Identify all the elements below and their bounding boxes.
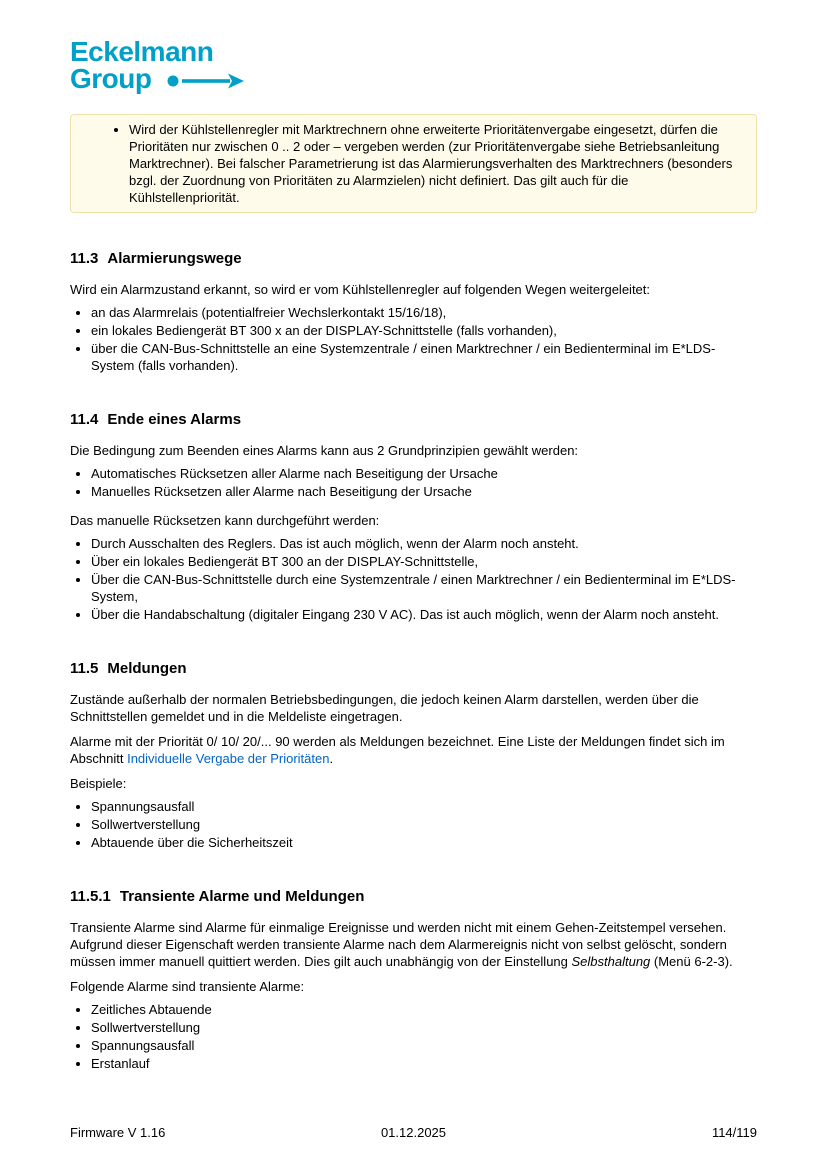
section-title: Transiente Alarme und Meldungen: [119, 888, 365, 905]
section-transiente-alarme: [70, 887, 757, 1072]
footer-page-number: 114/119: [711, 1125, 757, 1140]
note-box: [70, 114, 757, 213]
list-item: • Sollwertverstellung: [91, 1019, 757, 1036]
paragraph: Folgende Alarme sind transiente Alarme:: [70, 979, 305, 994]
bullet-list: [70, 465, 757, 500]
list-item: • an das Alarmrelais (potentialfreier Wechslerkontakt 15/16/18),: [91, 304, 757, 321]
bullet-list: [70, 798, 757, 851]
list-item: • Durch Ausschalten des Reglers. Das ist auch möglich, wenn der Alarm noch ansteht.: [91, 535, 757, 552]
paragraph-with-italic: [70, 919, 757, 970]
list-item: • Abtauende über die Sicherheitszeit: [91, 834, 757, 851]
list-item: • Über die CAN-Bus-Schnittstelle durch eine Systemzentrale / einen Marktrechner / ein Bedienterminal im E*LDS-System,: [91, 571, 757, 605]
paragraph: Das manuelle Rücksetzen kann durchgeführt werden:: [70, 513, 380, 528]
paragraph-text: Alarme mit der Priorität 0/ 10/ 20/... 90 werden als Meldungen bezeichnet. Eine Liste der Meldungen findet sich im Abschnitt: [70, 734, 725, 766]
italic-term: Selbsthaltung: [571, 954, 651, 969]
section-number: 11.3: [70, 250, 99, 267]
paragraph: Zustände außerhalb der normalen Betriebsbedingungen, die jedoch keinen Alarm darstellen, werden über die Schnittstellen gemeldet und in die Meldeliste eingetragen.: [70, 692, 699, 724]
note-text: • Wird der Kühlstellenregler mit Marktrechnern ohne erweiterte Prioritätenvergabe eingesetzt, dürfen die Prioritäten nur zwischen 0 .. 2 oder – vergeben werden (zur Prioritätenvergabe siehe Betriebsanleitung Marktrechner). Bei falscher Parametrierung ist das Alarmierungsverhalten des Marktrechners (besonders bzgl. der Zuordnung von Prioritäten zu Alarmzielen) nicht definiert. Das gilt auch für die Kühlstellenpriorität.: [129, 121, 742, 206]
bullet-list: [70, 535, 757, 623]
logo-text-group: Group: [70, 63, 152, 94]
list-item: • Zeitliches Abtauende: [91, 1001, 757, 1018]
section-heading-11-5: [70, 659, 757, 678]
list-item: • über die CAN-Bus-Schnittstelle an eine Systemzentrale / einen Marktrechner / ein Bedienterminal im E*LDS-System (falls vorhanden).: [91, 340, 757, 374]
list-item: • Über ein lokales Bediengerät BT 300 an der DISPLAY-Schnittstelle,: [91, 553, 757, 570]
footer-firmware-version: Firmware V 1.16: [70, 1125, 166, 1140]
paragraph-text: Transiente Alarme sind Alarme für einmalige Ereignisse und werden nicht mit einem Gehen-Zeitstempel versehen. Aufgrund dieser Eigenschaft werden transiente Alarme nach dem Alarmereignis nicht von selbst gelöscht, sondern müssen immer manuell quittiert werden. Dies gilt auch unabhängig von der Einstellung: [70, 920, 727, 969]
paragraph: Beispiele:: [70, 776, 127, 791]
list-item: • Manuelles Rücksetzen aller Alarme nach Beseitigung der Ursache: [91, 483, 757, 500]
list-item: • Spannungsausfall: [91, 798, 757, 815]
bullet-list: [70, 1001, 757, 1072]
paragraph: Die Bedingung zum Beenden eines Alarms kann aus 2 Grundprinzipien gewählt werden:: [70, 443, 579, 458]
paragraph-with-link: [70, 733, 757, 767]
footer-date: 01.12.2025: [380, 1125, 447, 1140]
link-individuelle-vergabe[interactable]: Individuelle Vergabe der Prioritäten: [127, 751, 330, 766]
list-item: • Erstanlauf: [91, 1055, 757, 1072]
section-title: Alarmierungswege: [107, 250, 242, 267]
page-footer: [70, 1124, 757, 1141]
list-item: • Sollwertverstellung: [91, 816, 757, 833]
logo: [70, 38, 757, 92]
list-item: • Automatisches Rücksetzen aller Alarme nach Beseitigung der Ursache: [91, 465, 757, 482]
list-item: • ein lokales Bediengerät BT 300 x an der DISPLAY-Schnittstelle (falls vorhanden),: [91, 322, 757, 339]
section-heading-11-4: [70, 410, 757, 429]
section-heading-11-5-1: [70, 887, 757, 906]
section-title: Ende eines Alarms: [107, 411, 242, 428]
logo-text-eckelmann: Eckelmann: [70, 36, 214, 67]
section-alarmierungswege: [70, 249, 757, 374]
section-ende-eines-alarms: [70, 410, 757, 623]
section-number: 11.5.1: [70, 888, 111, 905]
paragraph: Wird ein Alarmzustand erkannt, so wird er vom Kühlstellenregler auf folgenden Wegen weitergeleitet:: [70, 282, 651, 297]
logo-arrow-icon: [166, 72, 248, 90]
paragraph-text: (Menü 6-2-3).: [650, 954, 733, 969]
section-heading-11-3: [70, 249, 757, 268]
bullet-list: [70, 304, 757, 374]
section-number: 11.4: [70, 411, 99, 428]
paragraph-text: .: [329, 751, 334, 766]
section-title: Meldungen: [107, 660, 187, 677]
list-item: • Spannungsausfall: [91, 1037, 757, 1054]
note-list: [83, 121, 742, 206]
section-number: 11.5: [70, 660, 99, 677]
list-item: • Über die Handabschaltung (digitaler Eingang 230 V AC). Das ist auch möglich, wenn der Alarm noch ansteht.: [91, 606, 757, 623]
section-meldungen: [70, 659, 757, 851]
